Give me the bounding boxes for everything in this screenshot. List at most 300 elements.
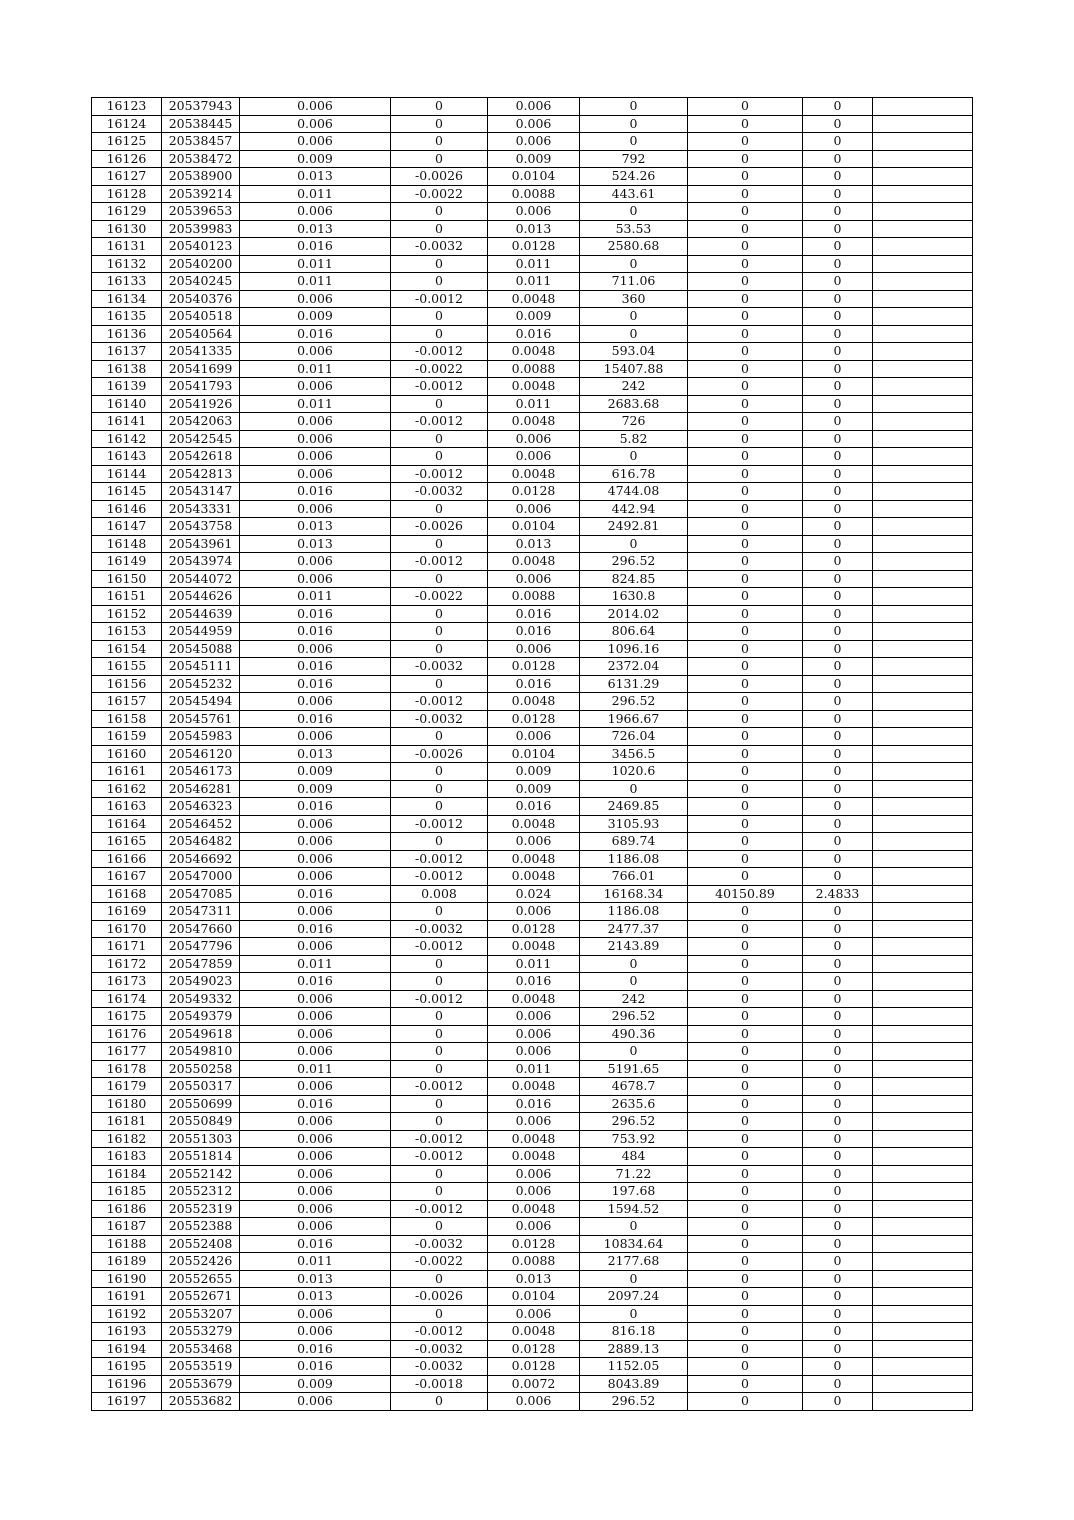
cell-amount: 2492.81 bbox=[580, 518, 688, 536]
table-row bbox=[92, 1095, 973, 1113]
cell-rate: 0.009 bbox=[240, 1375, 391, 1393]
table-row bbox=[92, 115, 973, 133]
cell-adjustment: 0 bbox=[391, 325, 488, 343]
cell-ratio: 0 bbox=[803, 623, 873, 641]
cell-total: 0 bbox=[688, 115, 803, 133]
cell-rate: 0.016 bbox=[240, 483, 391, 501]
table-row bbox=[92, 640, 973, 658]
cell-total: 0 bbox=[688, 903, 803, 921]
cell-row-number: 16165 bbox=[92, 833, 162, 851]
cell-total: 0 bbox=[688, 185, 803, 203]
cell-amount: 0 bbox=[580, 115, 688, 133]
table-row bbox=[92, 938, 973, 956]
cell-rate: 0.006 bbox=[240, 1113, 391, 1131]
cell-total: 0 bbox=[688, 640, 803, 658]
cell-total: 0 bbox=[688, 378, 803, 396]
cell-net-rate: 0.006 bbox=[488, 1183, 580, 1201]
cell-net-rate: 0.0048 bbox=[488, 1148, 580, 1166]
cell-amount: 2014.02 bbox=[580, 605, 688, 623]
table-row bbox=[92, 1043, 973, 1061]
cell-adjustment: 0 bbox=[391, 798, 488, 816]
cell-total: 0 bbox=[688, 675, 803, 693]
cell-row-number: 16126 bbox=[92, 150, 162, 168]
table-row bbox=[92, 1200, 973, 1218]
cell-adjustment: 0 bbox=[391, 1270, 488, 1288]
cell-total: 0 bbox=[688, 500, 803, 518]
cell-account-id: 20543331 bbox=[162, 500, 240, 518]
cell-rate: 0.006 bbox=[240, 1008, 391, 1026]
cell-blank bbox=[873, 185, 973, 203]
cell-net-rate: 0.013 bbox=[488, 220, 580, 238]
cell-ratio: 0 bbox=[803, 640, 873, 658]
cell-blank bbox=[873, 343, 973, 361]
cell-row-number: 16135 bbox=[92, 308, 162, 326]
cell-account-id: 20552312 bbox=[162, 1183, 240, 1201]
cell-adjustment: 0 bbox=[391, 973, 488, 991]
table-row bbox=[92, 413, 973, 431]
cell-ratio: 0 bbox=[803, 290, 873, 308]
cell-ratio: 0 bbox=[803, 413, 873, 431]
cell-account-id: 20542618 bbox=[162, 448, 240, 466]
cell-amount: 3456.5 bbox=[580, 745, 688, 763]
cell-row-number: 16132 bbox=[92, 255, 162, 273]
cell-net-rate: 0.0048 bbox=[488, 990, 580, 1008]
cell-total: 0 bbox=[688, 623, 803, 641]
cell-rate: 0.006 bbox=[240, 850, 391, 868]
cell-row-number: 16174 bbox=[92, 990, 162, 1008]
cell-ratio: 0 bbox=[803, 1200, 873, 1218]
cell-ratio: 0 bbox=[803, 273, 873, 291]
cell-total: 0 bbox=[688, 1183, 803, 1201]
cell-adjustment: -0.0012 bbox=[391, 815, 488, 833]
cell-rate: 0.006 bbox=[240, 640, 391, 658]
cell-net-rate: 0.0048 bbox=[488, 1200, 580, 1218]
cell-row-number: 16175 bbox=[92, 1008, 162, 1026]
table-row bbox=[92, 168, 973, 186]
cell-row-number: 16157 bbox=[92, 693, 162, 711]
table-row bbox=[92, 518, 973, 536]
cell-adjustment: -0.0026 bbox=[391, 168, 488, 186]
cell-blank bbox=[873, 938, 973, 956]
cell-adjustment: -0.0032 bbox=[391, 238, 488, 256]
cell-rate: 0.006 bbox=[240, 1078, 391, 1096]
cell-amount: 753.92 bbox=[580, 1130, 688, 1148]
cell-amount: 0 bbox=[580, 203, 688, 221]
cell-row-number: 16196 bbox=[92, 1375, 162, 1393]
cell-account-id: 20543758 bbox=[162, 518, 240, 536]
cell-row-number: 16170 bbox=[92, 920, 162, 938]
cell-adjustment: -0.0032 bbox=[391, 920, 488, 938]
cell-account-id: 20540200 bbox=[162, 255, 240, 273]
cell-rate: 0.006 bbox=[240, 430, 391, 448]
cell-account-id: 20546323 bbox=[162, 798, 240, 816]
cell-ratio: 0 bbox=[803, 1323, 873, 1341]
cell-amount: 0 bbox=[580, 535, 688, 553]
cell-row-number: 16147 bbox=[92, 518, 162, 536]
cell-total: 0 bbox=[688, 535, 803, 553]
cell-row-number: 16182 bbox=[92, 1130, 162, 1148]
cell-adjustment: -0.0022 bbox=[391, 185, 488, 203]
cell-net-rate: 0.024 bbox=[488, 885, 580, 903]
cell-adjustment: -0.0032 bbox=[391, 483, 488, 501]
cell-rate: 0.006 bbox=[240, 833, 391, 851]
cell-account-id: 20539214 bbox=[162, 185, 240, 203]
cell-total: 0 bbox=[688, 1288, 803, 1306]
cell-rate: 0.006 bbox=[240, 815, 391, 833]
cell-row-number: 16172 bbox=[92, 955, 162, 973]
cell-total: 0 bbox=[688, 220, 803, 238]
cell-blank bbox=[873, 605, 973, 623]
cell-rate: 0.016 bbox=[240, 1358, 391, 1376]
cell-blank bbox=[873, 203, 973, 221]
cell-amount: 726 bbox=[580, 413, 688, 431]
cell-net-rate: 0.0128 bbox=[488, 658, 580, 676]
cell-rate: 0.011 bbox=[240, 395, 391, 413]
cell-total: 0 bbox=[688, 780, 803, 798]
cell-blank bbox=[873, 798, 973, 816]
cell-ratio: 0 bbox=[803, 203, 873, 221]
cell-row-number: 16140 bbox=[92, 395, 162, 413]
table-row bbox=[92, 1358, 973, 1376]
cell-adjustment: -0.0026 bbox=[391, 1288, 488, 1306]
cell-amount: 0 bbox=[580, 448, 688, 466]
cell-rate: 0.011 bbox=[240, 1253, 391, 1271]
cell-rate: 0.006 bbox=[240, 448, 391, 466]
cell-net-rate: 0.0048 bbox=[488, 850, 580, 868]
cell-ratio: 0 bbox=[803, 1305, 873, 1323]
cell-ratio: 0 bbox=[803, 938, 873, 956]
cell-rate: 0.006 bbox=[240, 98, 391, 116]
cell-rate: 0.006 bbox=[240, 203, 391, 221]
table-row bbox=[92, 1305, 973, 1323]
cell-net-rate: 0.006 bbox=[488, 728, 580, 746]
table-row bbox=[92, 1078, 973, 1096]
cell-amount: 0 bbox=[580, 133, 688, 151]
cell-blank bbox=[873, 1148, 973, 1166]
cell-ratio: 0 bbox=[803, 1148, 873, 1166]
cell-rate: 0.016 bbox=[240, 710, 391, 728]
cell-net-rate: 0.0128 bbox=[488, 238, 580, 256]
cell-ratio: 0 bbox=[803, 98, 873, 116]
cell-ratio: 0 bbox=[803, 728, 873, 746]
cell-blank bbox=[873, 1375, 973, 1393]
table-row bbox=[92, 605, 973, 623]
cell-adjustment: -0.0012 bbox=[391, 868, 488, 886]
cell-amount: 616.78 bbox=[580, 465, 688, 483]
cell-ratio: 0 bbox=[803, 483, 873, 501]
cell-total: 0 bbox=[688, 693, 803, 711]
cell-blank bbox=[873, 413, 973, 431]
cell-account-id: 20552426 bbox=[162, 1253, 240, 1271]
cell-blank bbox=[873, 780, 973, 798]
cell-ratio: 0 bbox=[803, 1025, 873, 1043]
cell-ratio: 0 bbox=[803, 955, 873, 973]
cell-ratio: 0 bbox=[803, 1078, 873, 1096]
table-row bbox=[92, 1183, 973, 1201]
cell-adjustment: 0 bbox=[391, 220, 488, 238]
table-row bbox=[92, 360, 973, 378]
table-row bbox=[92, 500, 973, 518]
cell-total: 0 bbox=[688, 255, 803, 273]
cell-account-id: 20543961 bbox=[162, 535, 240, 553]
cell-blank bbox=[873, 973, 973, 991]
cell-adjustment: 0 bbox=[391, 955, 488, 973]
cell-net-rate: 0.006 bbox=[488, 570, 580, 588]
cell-amount: 806.64 bbox=[580, 623, 688, 641]
cell-account-id: 20541699 bbox=[162, 360, 240, 378]
cell-net-rate: 0.011 bbox=[488, 255, 580, 273]
table-row bbox=[92, 990, 973, 1008]
cell-amount: 689.74 bbox=[580, 833, 688, 851]
cell-total: 0 bbox=[688, 430, 803, 448]
cell-blank bbox=[873, 430, 973, 448]
table-row bbox=[92, 98, 973, 116]
cell-row-number: 16189 bbox=[92, 1253, 162, 1271]
cell-total: 0 bbox=[688, 133, 803, 151]
table-row bbox=[92, 1218, 973, 1236]
cell-adjustment: 0 bbox=[391, 150, 488, 168]
table-row bbox=[92, 238, 973, 256]
cell-account-id: 20547859 bbox=[162, 955, 240, 973]
table-row bbox=[92, 780, 973, 798]
cell-row-number: 16183 bbox=[92, 1148, 162, 1166]
cell-amount: 296.52 bbox=[580, 1393, 688, 1411]
cell-row-number: 16164 bbox=[92, 815, 162, 833]
table-row bbox=[92, 973, 973, 991]
table-row bbox=[92, 658, 973, 676]
cell-adjustment: -0.0022 bbox=[391, 588, 488, 606]
cell-net-rate: 0.006 bbox=[488, 133, 580, 151]
cell-rate: 0.006 bbox=[240, 343, 391, 361]
cell-total: 0 bbox=[688, 658, 803, 676]
table-row bbox=[92, 395, 973, 413]
cell-rate: 0.013 bbox=[240, 220, 391, 238]
cell-blank bbox=[873, 395, 973, 413]
cell-blank bbox=[873, 920, 973, 938]
cell-net-rate: 0.006 bbox=[488, 1113, 580, 1131]
cell-adjustment: 0 bbox=[391, 115, 488, 133]
cell-rate: 0.006 bbox=[240, 500, 391, 518]
cell-total: 0 bbox=[688, 98, 803, 116]
cell-account-id: 20540376 bbox=[162, 290, 240, 308]
cell-account-id: 20538457 bbox=[162, 133, 240, 151]
cell-adjustment: -0.0012 bbox=[391, 343, 488, 361]
cell-total: 0 bbox=[688, 605, 803, 623]
cell-account-id: 20550849 bbox=[162, 1113, 240, 1131]
cell-ratio: 0 bbox=[803, 518, 873, 536]
cell-account-id: 20547796 bbox=[162, 938, 240, 956]
cell-account-id: 20542545 bbox=[162, 430, 240, 448]
table-row bbox=[92, 1323, 973, 1341]
cell-amount: 0 bbox=[580, 308, 688, 326]
cell-blank bbox=[873, 570, 973, 588]
cell-adjustment: -0.0012 bbox=[391, 1130, 488, 1148]
cell-row-number: 16128 bbox=[92, 185, 162, 203]
cell-total: 0 bbox=[688, 1305, 803, 1323]
table-row bbox=[92, 1148, 973, 1166]
cell-total: 0 bbox=[688, 1148, 803, 1166]
cell-adjustment: 0 bbox=[391, 255, 488, 273]
cell-amount: 2477.37 bbox=[580, 920, 688, 938]
cell-account-id: 20547311 bbox=[162, 903, 240, 921]
table-row bbox=[92, 885, 973, 903]
cell-ratio: 0 bbox=[803, 1375, 873, 1393]
cell-account-id: 20549618 bbox=[162, 1025, 240, 1043]
cell-total: 0 bbox=[688, 1393, 803, 1411]
cell-row-number: 16162 bbox=[92, 780, 162, 798]
cell-ratio: 0 bbox=[803, 990, 873, 1008]
cell-ratio: 0 bbox=[803, 465, 873, 483]
cell-ratio: 0 bbox=[803, 658, 873, 676]
cell-rate: 0.016 bbox=[240, 325, 391, 343]
cell-blank bbox=[873, 1323, 973, 1341]
cell-row-number: 16159 bbox=[92, 728, 162, 746]
cell-blank bbox=[873, 815, 973, 833]
cell-net-rate: 0.0048 bbox=[488, 1130, 580, 1148]
cell-adjustment: -0.0012 bbox=[391, 465, 488, 483]
cell-net-rate: 0.016 bbox=[488, 623, 580, 641]
cell-row-number: 16134 bbox=[92, 290, 162, 308]
table-row bbox=[92, 343, 973, 361]
cell-amount: 442.94 bbox=[580, 500, 688, 518]
cell-blank bbox=[873, 1270, 973, 1288]
table-row bbox=[92, 1130, 973, 1148]
cell-account-id: 20545983 bbox=[162, 728, 240, 746]
cell-account-id: 20551814 bbox=[162, 1148, 240, 1166]
cell-account-id: 20552655 bbox=[162, 1270, 240, 1288]
table-row bbox=[92, 535, 973, 553]
table-body bbox=[92, 98, 973, 1411]
cell-ratio: 0 bbox=[803, 1340, 873, 1358]
cell-amount: 593.04 bbox=[580, 343, 688, 361]
cell-account-id: 20543147 bbox=[162, 483, 240, 501]
cell-adjustment: 0 bbox=[391, 98, 488, 116]
cell-total: 0 bbox=[688, 1060, 803, 1078]
cell-rate: 0.016 bbox=[240, 973, 391, 991]
cell-total: 0 bbox=[688, 1078, 803, 1096]
table-row bbox=[92, 448, 973, 466]
table-row bbox=[92, 903, 973, 921]
cell-total: 0 bbox=[688, 413, 803, 431]
cell-rate: 0.016 bbox=[240, 1340, 391, 1358]
cell-ratio: 0 bbox=[803, 920, 873, 938]
cell-rate: 0.006 bbox=[240, 290, 391, 308]
cell-amount: 1020.6 bbox=[580, 763, 688, 781]
cell-rate: 0.006 bbox=[240, 1165, 391, 1183]
cell-adjustment: 0 bbox=[391, 1183, 488, 1201]
cell-net-rate: 0.006 bbox=[488, 448, 580, 466]
table-row bbox=[92, 728, 973, 746]
cell-total: 0 bbox=[688, 203, 803, 221]
table-row bbox=[92, 833, 973, 851]
cell-ratio: 0 bbox=[803, 360, 873, 378]
cell-total: 0 bbox=[688, 1200, 803, 1218]
cell-row-number: 16129 bbox=[92, 203, 162, 221]
cell-rate: 0.013 bbox=[240, 535, 391, 553]
cell-row-number: 16173 bbox=[92, 973, 162, 991]
cell-rate: 0.006 bbox=[240, 1148, 391, 1166]
cell-total: 0 bbox=[688, 360, 803, 378]
cell-ratio: 0 bbox=[803, 710, 873, 728]
cell-ratio: 0 bbox=[803, 833, 873, 851]
cell-adjustment: -0.0012 bbox=[391, 378, 488, 396]
cell-row-number: 16138 bbox=[92, 360, 162, 378]
cell-net-rate: 0.0048 bbox=[488, 413, 580, 431]
cell-ratio: 0 bbox=[803, 850, 873, 868]
cell-adjustment: 0 bbox=[391, 833, 488, 851]
cell-ratio: 0 bbox=[803, 903, 873, 921]
cell-row-number: 16186 bbox=[92, 1200, 162, 1218]
table-row bbox=[92, 920, 973, 938]
cell-blank bbox=[873, 623, 973, 641]
table-row bbox=[92, 1253, 973, 1271]
cell-row-number: 16179 bbox=[92, 1078, 162, 1096]
cell-account-id: 20540564 bbox=[162, 325, 240, 343]
cell-total: 0 bbox=[688, 1130, 803, 1148]
cell-adjustment: 0 bbox=[391, 903, 488, 921]
table-row bbox=[92, 1270, 973, 1288]
cell-total: 0 bbox=[688, 238, 803, 256]
cell-blank bbox=[873, 640, 973, 658]
cell-ratio: 0 bbox=[803, 378, 873, 396]
cell-total: 0 bbox=[688, 850, 803, 868]
cell-net-rate: 0.0088 bbox=[488, 360, 580, 378]
cell-rate: 0.006 bbox=[240, 1393, 391, 1411]
cell-blank bbox=[873, 448, 973, 466]
table-row bbox=[92, 220, 973, 238]
cell-account-id: 20549379 bbox=[162, 1008, 240, 1026]
cell-adjustment: -0.0018 bbox=[391, 1375, 488, 1393]
cell-ratio: 0 bbox=[803, 605, 873, 623]
cell-row-number: 16161 bbox=[92, 763, 162, 781]
cell-blank bbox=[873, 745, 973, 763]
table-row bbox=[92, 255, 973, 273]
cell-adjustment: -0.0012 bbox=[391, 1078, 488, 1096]
cell-net-rate: 0.016 bbox=[488, 798, 580, 816]
cell-ratio: 0 bbox=[803, 1288, 873, 1306]
cell-adjustment: -0.0012 bbox=[391, 553, 488, 571]
cell-ratio: 0 bbox=[803, 500, 873, 518]
cell-blank bbox=[873, 255, 973, 273]
cell-blank bbox=[873, 238, 973, 256]
cell-row-number: 16153 bbox=[92, 623, 162, 641]
cell-account-id: 20553679 bbox=[162, 1375, 240, 1393]
cell-account-id: 20544639 bbox=[162, 605, 240, 623]
cell-ratio: 0 bbox=[803, 535, 873, 553]
table-row bbox=[92, 273, 973, 291]
table-row bbox=[92, 185, 973, 203]
cell-row-number: 16181 bbox=[92, 1113, 162, 1131]
cell-ratio: 0 bbox=[803, 395, 873, 413]
cell-blank bbox=[873, 990, 973, 1008]
cell-account-id: 20541926 bbox=[162, 395, 240, 413]
cell-adjustment: -0.0012 bbox=[391, 990, 488, 1008]
cell-account-id: 20544072 bbox=[162, 570, 240, 588]
cell-adjustment: 0 bbox=[391, 1060, 488, 1078]
cell-account-id: 20552671 bbox=[162, 1288, 240, 1306]
cell-row-number: 16155 bbox=[92, 658, 162, 676]
cell-account-id: 20543974 bbox=[162, 553, 240, 571]
cell-rate: 0.011 bbox=[240, 273, 391, 291]
cell-amount: 2635.6 bbox=[580, 1095, 688, 1113]
cell-rate: 0.016 bbox=[240, 658, 391, 676]
cell-amount: 490.36 bbox=[580, 1025, 688, 1043]
cell-net-rate: 0.006 bbox=[488, 1008, 580, 1026]
cell-adjustment: 0 bbox=[391, 1043, 488, 1061]
cell-blank bbox=[873, 465, 973, 483]
cell-rate: 0.006 bbox=[240, 1043, 391, 1061]
cell-total: 0 bbox=[688, 1253, 803, 1271]
